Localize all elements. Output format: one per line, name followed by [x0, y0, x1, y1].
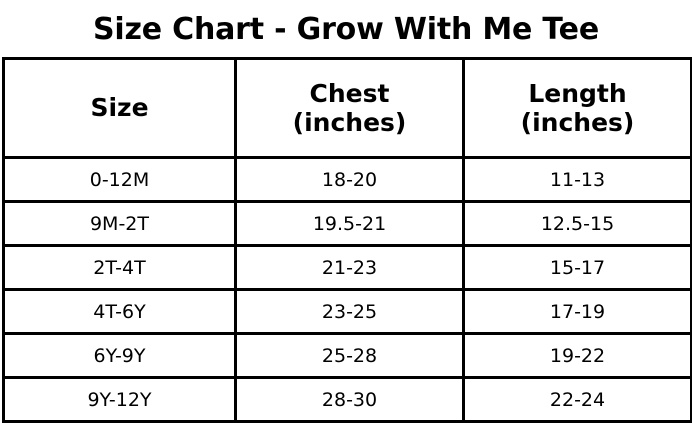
table-row: [4, 158, 692, 202]
cell-length: 17-19: [464, 290, 692, 334]
cell-size: 4T-6Y: [4, 290, 236, 334]
cell-size: 0-12M: [4, 158, 236, 202]
column-header-size-label: Size: [90, 93, 149, 123]
column-header-length: [464, 59, 692, 158]
cell-chest: 28-30: [236, 378, 464, 422]
table-row: [4, 290, 692, 334]
table-body: [4, 158, 692, 422]
column-header-size: [4, 59, 236, 158]
cell-size: 9Y-12Y: [4, 378, 236, 422]
cell-chest: 21-23: [236, 246, 464, 290]
table-row: [4, 246, 692, 290]
table-header-row: [4, 59, 692, 158]
cell-chest: 19.5-21: [236, 202, 464, 246]
cell-length: 22-24: [464, 378, 692, 422]
page-title: Size Chart - Grow With Me Tee: [93, 12, 599, 47]
cell-size: 9M-2T: [4, 202, 236, 246]
cell-chest: 18-20: [236, 158, 464, 202]
column-header-chest-label: Chest: [309, 78, 390, 108]
cell-chest: 23-25: [236, 290, 464, 334]
cell-chest: 25-28: [236, 334, 464, 378]
column-header-chest: [236, 59, 464, 158]
table-row: [4, 378, 692, 422]
cell-length: 19-22: [464, 334, 692, 378]
column-header-length-label: Length: [528, 78, 627, 108]
table-row: [4, 334, 692, 378]
column-header-length-unit: (inches): [520, 108, 635, 137]
cell-length: 12.5-15: [464, 202, 692, 246]
column-header-chest-unit: (inches): [292, 108, 407, 137]
table-header: [4, 59, 692, 158]
cell-length: 15-17: [464, 246, 692, 290]
cell-size: 2T-4T: [4, 246, 236, 290]
size-chart-table: [2, 57, 692, 423]
cell-size: 6Y-9Y: [4, 334, 236, 378]
table-row: [4, 202, 692, 246]
cell-length: 11-13: [464, 158, 692, 202]
